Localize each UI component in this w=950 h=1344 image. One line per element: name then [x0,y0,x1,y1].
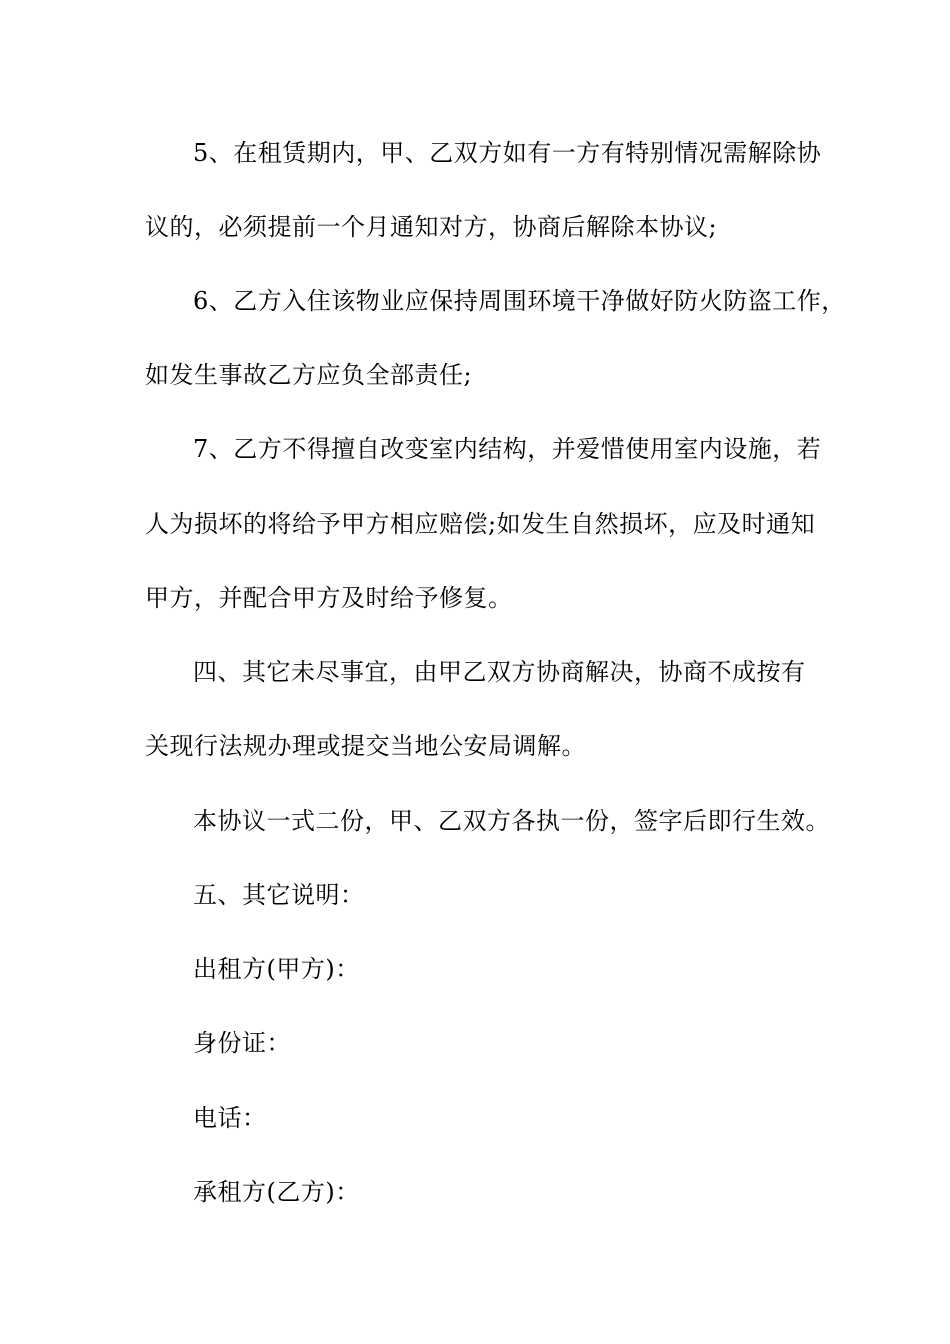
clause-7-line-3: 甲方，并配合甲方及时给予修复。 [145,584,513,612]
section-5-heading: 五、其它说明： [193,881,365,909]
clause-7-line-2: 人为损坏的将给予甲方相应赔偿;如发生自然损坏，应及时通知 [145,510,816,538]
clause-6-line-1: 6、乙方入住该物业应保持周围环境干净做好防火防盗工作， [193,287,846,315]
id-card-label: 身份证： [193,1029,291,1057]
lessee-label: 承租方(乙方)： [193,1178,360,1206]
agreement-copies-line: 本协议一式二份，甲、乙双方各执一份，签字后即行生效。 [193,807,830,835]
lessor-label: 出租方(甲方)： [193,955,360,983]
clause-5-line-1: 5、在租赁期内，甲、乙双方如有一方有特别情况需解除协 [193,139,822,167]
clause-5-line-2: 议的，必须提前一个月通知对方，协商后解除本协议; [145,213,718,241]
section-4-line-2: 关现行法规办理或提交当地公安局调解。 [145,732,586,760]
phone-label: 电话： [193,1104,267,1132]
clause-7-line-1: 7、乙方不得擅自改变室内结构，并爱惜使用室内设施，若 [193,435,822,463]
section-4-line-1: 四、其它未尽事宜，由甲乙双方协商解决，协商不成按有 [193,658,806,686]
clause-6-line-2: 如发生事故乙方应负全部责任; [145,361,473,389]
